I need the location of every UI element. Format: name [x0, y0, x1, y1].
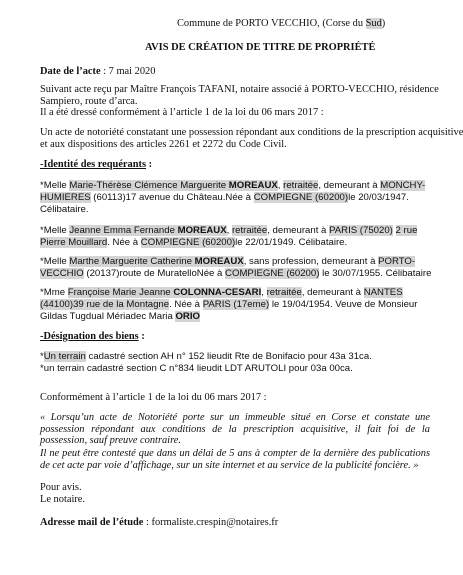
acte-text-line-1: Suivant acte reçu par Maître François TAFANI, notaire associé à PORTO-VECCHIO, résidence: [40, 84, 439, 95]
email-line: Adresse mail de l’étude : formaliste.crespin@notaires.fr: [40, 517, 279, 528]
requerant-1-line-1: *Melle Marie-Thérèse Clémence Marguerite MOREAUX, retraitée, demeurant à MONCHY-: [40, 180, 426, 191]
acte-text-line-2: Sampiero, route d’arca.: [40, 96, 138, 107]
requerant-4-line-2: (44100)39 rue de la Montagne. Née à PARIS (17eme) le 19/04/1954. Veuve de Monsieur: [40, 299, 418, 310]
acte-text-line-4: Un acte de notoriété constatant une possession répondant aux conditions de la prescription acquisitive: [40, 127, 463, 138]
bien-1-line: *Un terrain cadastré section AH n° 152 lieudit Rte de Bonifacio pour 43a 31ca.: [40, 351, 372, 362]
requerant-3-line-2: VECCHIO (20137)route de MuratelloNée à COMPIEGNE (60200) le 30/07/1955. Célibataire: [40, 268, 432, 279]
email-address[interactable]: : formaliste.crespin@notaires.fr: [143, 517, 279, 528]
requerant-2-line-2: Pierre Mouillard. Née à COMPIEGNE (60200)le 22/01/1949. Célibataire.: [40, 237, 348, 248]
acte-text-line-3: Il a été dressé conformément à l’article 1 de la loi du 06 mars 2017 :: [40, 107, 324, 118]
requerant-3-line-1: *Melle Marthe Marguerite Catherine MOREAUX, sans profession, demeurant à PORTO-: [40, 256, 416, 267]
conformement-line: Conformément à l’article 1 de la loi du 06 mars 2017 :: [40, 392, 267, 403]
quote-paragraph-2: Il ne peut être contesté que dans un délai de 5 ans à compter de la dernière des publications de cet acte par voie d’affichage, sur un site internet et au service de la publicité foncière. »: [40, 448, 430, 471]
requerant-2-line-1: *Melle Jeanne Emma Fernande MOREAUX, retraitée, demeurant à PARIS (75020) 2 rue: [40, 225, 418, 236]
acte-text-line-5: et aux dispositions des articles 2261 et 2272 du Code Civil.: [40, 139, 287, 150]
biens-heading: -Désignation des biens :: [40, 331, 145, 342]
requerant-1-line-3: Célibataire.: [40, 204, 89, 215]
commune-line: Commune de PORTO VECCHIO, (Corse du Sud): [177, 18, 386, 29]
quote-paragraph-1: « Lorsqu’un acte de Notoriété porte sur un immeuble situé en Corse et constate une possession répondant aux conditions de la prescription acquisitive, il fait foi de la possession, sauf preuve contraire.: [40, 412, 430, 446]
pour-avis: Pour avis.: [40, 482, 82, 493]
document-title: AVIS DE CRÉATION DE TITRE DE PROPRIÉTÉ: [145, 42, 376, 53]
le-notaire: Le notaire.: [40, 494, 86, 505]
identite-heading: -Identité des requérants :: [40, 159, 153, 170]
requerant-4-line-3: Gildas Tugdual Mériadec Maria ORIO: [40, 311, 200, 322]
bien-2-line: *un terrain cadastré section C n°834 lieudit LDT ARUTOLI pour 03a 00ca.: [40, 363, 353, 374]
date-acte-line: Date de l’acte : 7 mai 2020: [40, 66, 156, 77]
requerant-1-line-2: HUMIERES (60113)17 avenue du Château.Née à COMPIEGNE (60200)le 20/03/1947.: [40, 192, 409, 203]
requerant-4-line-1: *Mme Françoise Marie Jeanne COLONNA-CESARI, retraitée, demeurant à NANTES: [40, 287, 403, 298]
